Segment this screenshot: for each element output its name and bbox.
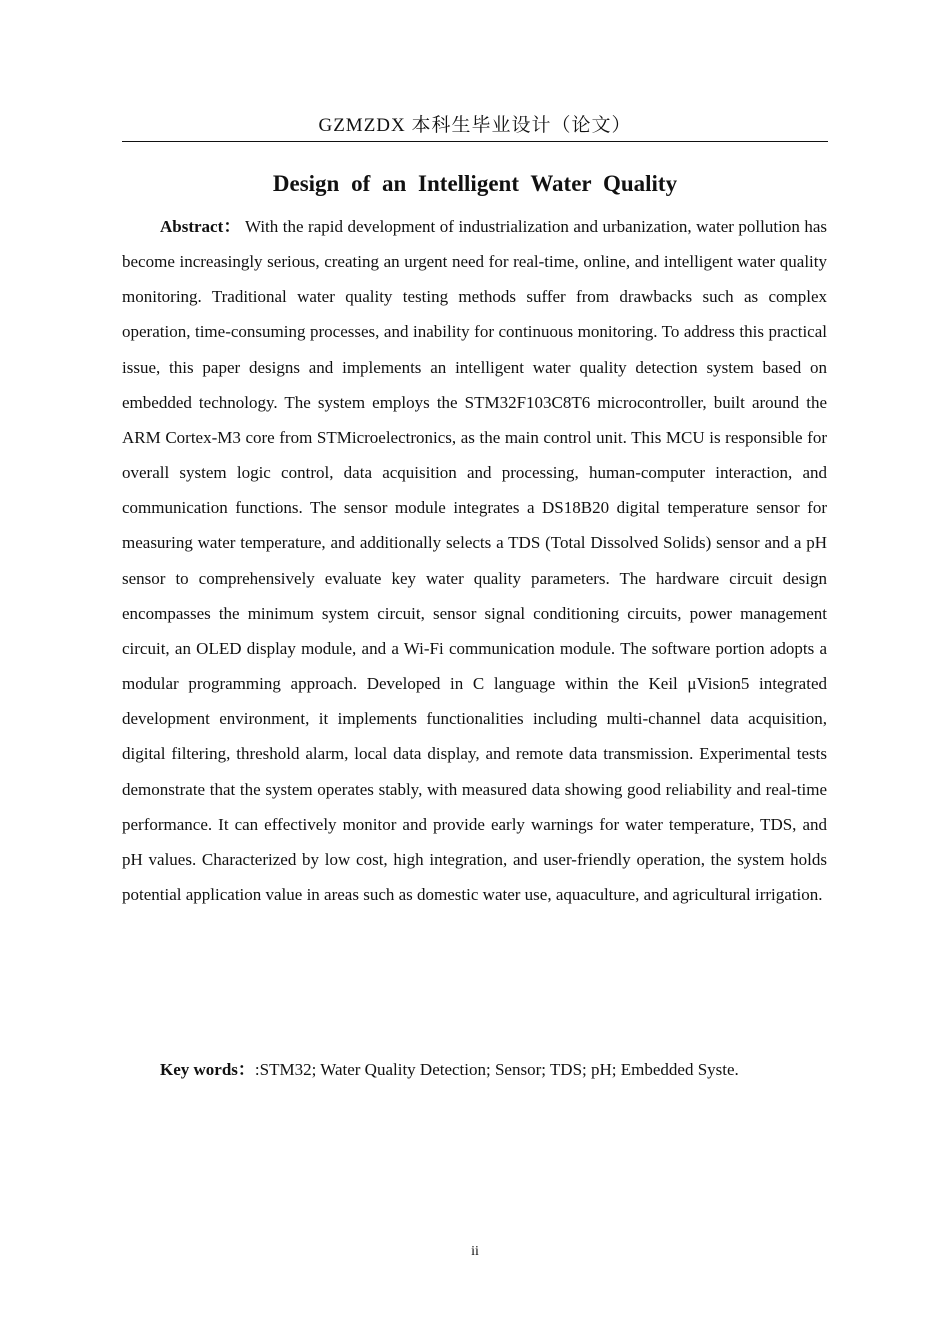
abstract-body: With the rapid development of industrialization and urbanization, water pollution has become increasingly serious, creating an urgent need for real-time, online, and intelligent water quality monitoring. Traditional water quality testing methods suffer from drawbacks such as complex operation, time-consuming processes, and inability for continuous monitoring. To address this practical issue, this paper designs and implements an intelligent water quality detection system based on embedded technology. The system employs the STM32F103C8T6 microcontroller, built around the ARM Cortex-M3 core from STMicroelectronics, as the main control unit. This MCU is responsible for overall system logic control, data acquisition and processing, human-computer interaction, and communication functions. The sensor module integrates a DS18B20 digital temperature sensor for measuring water temperature, and additionally selects a TDS (Total Dissolved Solids) sensor and a pH sensor to comprehensively evaluate key water quality parameters. The hardware circuit design encompasses the minimum system circuit, sensor signal conditioning circuits, power management circuit, an OLED display module, and a Wi-Fi communication module. The software portion adopts a modular programming approach. Developed in C language within the Keil μVision5 integrated development environment, it implements functionalities including multi-channel data acquisition, digital filtering, threshold alarm, local data display, and remote data transmission. Experimental tests demonstrate that the system operates stably, with measured data showing good reliability and real-time performance. It can effectively monitor and provide early warnings for water temperature, TDS, and pH values. Characterized by low cost, high integration, and user-friendly operation, the system holds potential application value in areas such as domestic water use, aquaculture, and agricultural irrigation. <box>122 217 827 904</box>
page-number: ii <box>471 1244 479 1259</box>
abstract-label: Abstract： <box>160 217 241 236</box>
document-title: Design of an Intelligent Water Quality <box>272 171 678 196</box>
keywords-paragraph <box>122 1052 827 1087</box>
keywords-label: Key words： <box>160 1060 255 1079</box>
header-divider <box>122 141 828 142</box>
page-header: GZMZDX 本科生毕业设计（论文） <box>318 115 632 136</box>
abstract-paragraph <box>122 209 827 912</box>
keywords-list: :STM32; Water Quality Detection; Sensor; TDS; pH; Embedded Syste. <box>254 1060 739 1079</box>
